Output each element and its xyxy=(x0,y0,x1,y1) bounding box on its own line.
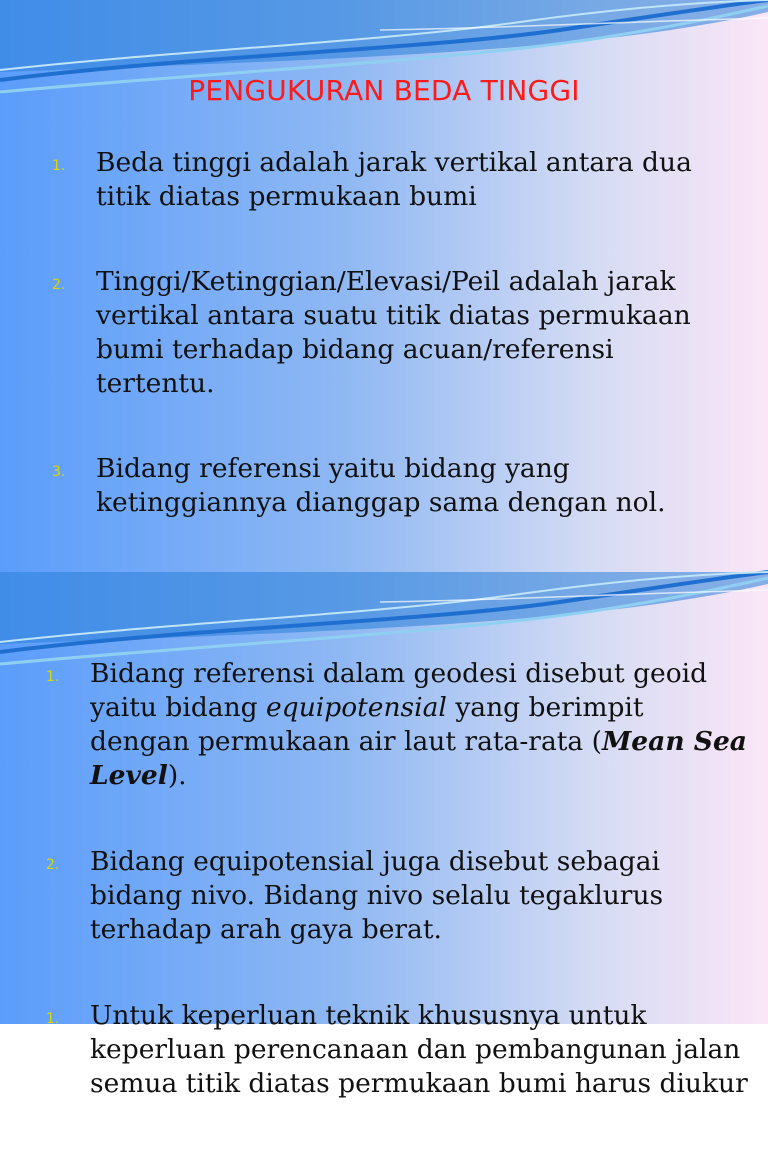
list-item-text: Untuk keperluan teknik khususnya untuk keperluan perencanaan dan pembangunan jalan semua titik diatas permukaan bumi harus diukur xyxy=(90,1000,748,1099)
list-item-text: Bidang equipotensial juga disebut sebagai bidang nivo. Bidang nivo selalu tegaklurus terhadap arah gaya berat. xyxy=(90,846,664,945)
list-number: 2. xyxy=(46,857,60,873)
list-item xyxy=(0,999,768,1101)
list-number: 1. xyxy=(46,1011,60,1027)
slide-1 xyxy=(0,0,768,572)
list-item xyxy=(0,452,768,520)
bold-term: Mean Sea Level xyxy=(90,726,747,791)
list-item xyxy=(0,146,768,214)
list-number: 1. xyxy=(52,158,66,174)
list-item xyxy=(0,845,768,947)
list-item-text: Beda tinggi adalah jarak vertikal antara dua titik diatas permukaan bumi xyxy=(96,147,692,212)
list-number: 1. xyxy=(46,669,60,685)
slide-2 xyxy=(0,572,768,1099)
list-item-text: Bidang referensi dalam geodesi disebut geoid yaitu bidang equipotensial yang berimpit dengan permukaan air laut rata-rata (Mean Sea Level). xyxy=(90,658,747,791)
list-item xyxy=(0,657,768,793)
italic-term: equipotensial xyxy=(266,692,447,723)
list-number: 3. xyxy=(52,464,66,480)
slide-title: PENGUKURAN BEDA TINGGI xyxy=(188,74,580,107)
list-item-text: Bidang referensi yaitu bidang yang ketinggiannya dianggap sama dengan nol. xyxy=(96,453,666,518)
list-item-text: Tinggi/Ketinggian/Elevasi/Peil adalah jarak vertikal antara suatu titik diatas permukaan bumi terhadap bidang acuan/referensi tertentu. xyxy=(96,266,691,399)
definition-list xyxy=(0,146,768,571)
list-number: 2. xyxy=(52,277,66,293)
geoid-list xyxy=(0,657,768,1153)
list-item xyxy=(0,265,768,401)
